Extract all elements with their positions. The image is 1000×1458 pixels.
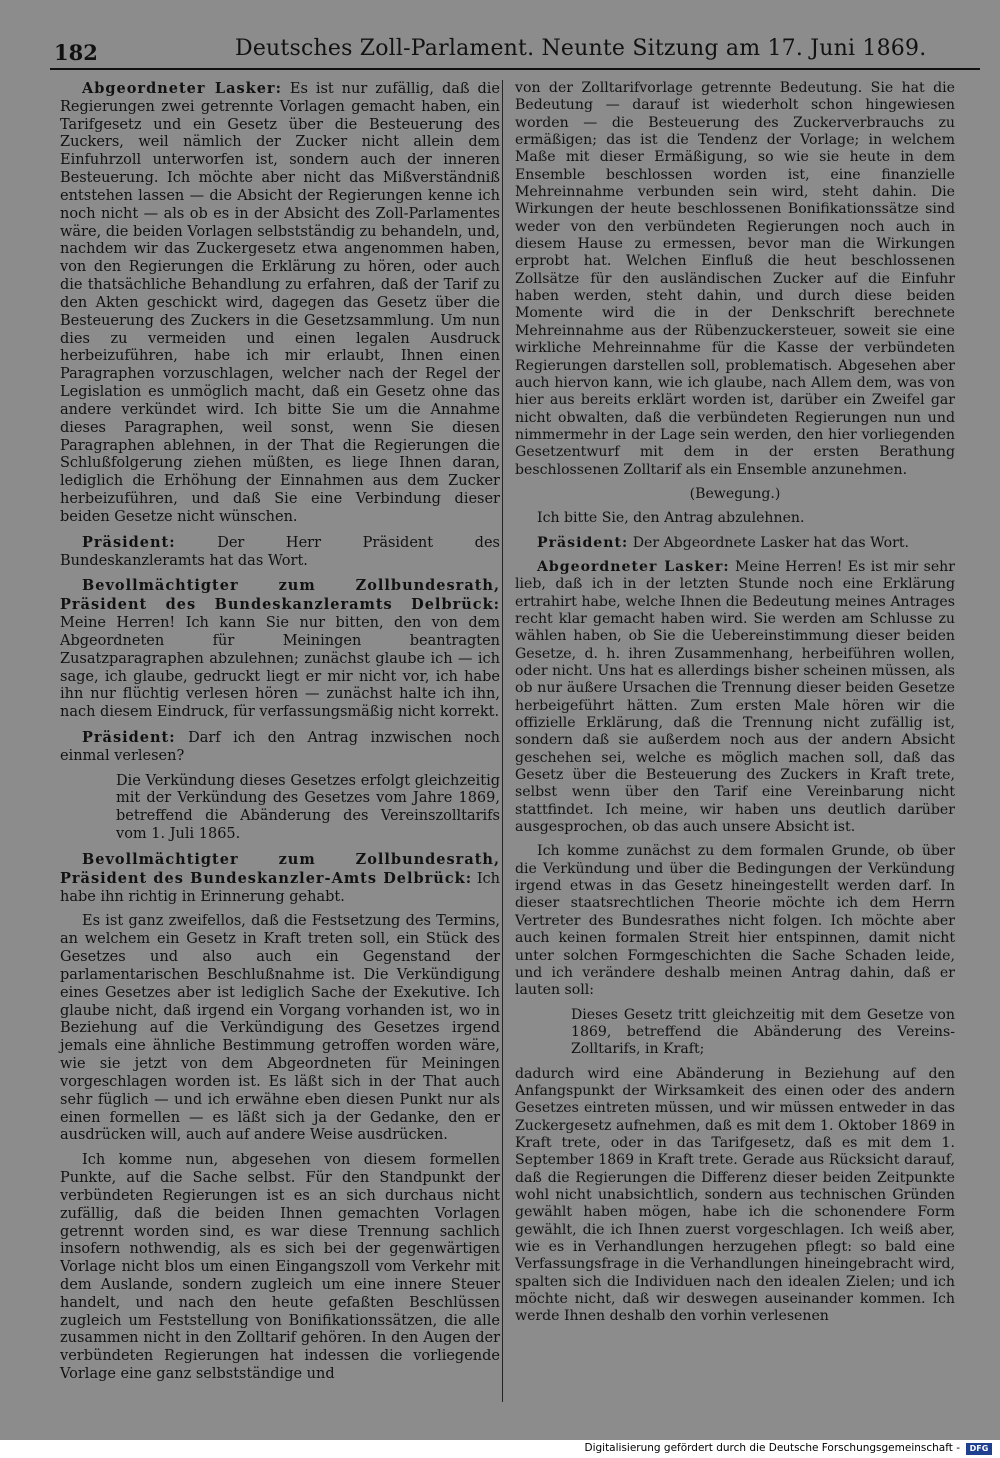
left-column	[60, 80, 500, 1391]
paragraph	[515, 510, 955, 527]
speech-text: Darf ich den Antrag inzwischen noch einmal verlesen?	[60, 729, 501, 764]
paragraph	[515, 80, 955, 479]
column-divider	[502, 80, 503, 1402]
speech-text: Meine Herren! Ich kann Sie nur bitten, den von dem Abgeordneten für Meiningen beantragten Zusatzparagraphen abzulehnen; zunächst glaube ich — ich sage, ich glaube, gedruckt liegt er mir nicht vor, ich habe ihn nur flüchtig verlesen hören — zunächst halte ich ihn, nach diesem Eindruck, für verfassungsmäßig nicht korrekt.	[60, 615, 500, 721]
paragraph	[60, 1152, 500, 1384]
speech-text: Der Abgeordnete Lasker hat das Wort.	[632, 534, 910, 551]
paragraph	[60, 534, 500, 571]
speaker-name: Abgeordneter Lasker:	[537, 558, 730, 575]
speech-text: Ich bitte Sie, den Antrag abzulehnen.	[537, 510, 805, 527]
speaker-name: Bevollmächtigter zum Zollbundesrath, Präsident des Bundeskanzleramts Delbrück:	[60, 577, 500, 614]
funding-credit: Digitalisierung gefördert durch die Deutsche Forschungsgemeinschaft -	[584, 1442, 960, 1454]
header-rule	[50, 68, 980, 70]
speech-text: Ich komme zunächst zu dem formalen Grunde, ob über die Verkündung und über die Bedingungen der Verkündung irgend etwas in das Gesetz hineingestellt werden darf. In dieser staatsrechtlichen Theorie möchte ich dem Herrn Vertreter des Bundesrathes nicht folgen. Ich möchte aber auch keinen formalen Streit hier entspinnen, damit nicht unter solchen Formgeschichten die Sache Schaden leide, und ich verändere deshalb meinen Antrag dahin, daß er lauten soll:	[515, 843, 955, 999]
quoted-motion: Dieses Gesetz tritt gleichzeitig mit dem Gesetze von 1869, betreffend die Abänderung des Vereins-Zolltarifs, in Kraft;	[571, 1006, 955, 1058]
speech-text: Ich habe ihn richtig in Erinnerung gehabt.	[60, 870, 500, 905]
running-title: Deutsches Zoll-Parlament. Neunte Sitzung am 17. Juni 1869.	[235, 36, 927, 61]
page-number: 182	[54, 40, 98, 65]
paragraph	[60, 729, 500, 766]
speech-text: dadurch wird eine Abänderung in Beziehung auf den Anfangspunkt der Wirksamkeit des einen oder des andern Gesetzes eintreten müssen, und wir müssen entweder in das Zuckergesetz aufnehmen, daß es mit dem 1. Oktober 1869 in Kraft trete, oder in das Tarifgesetz, daß es mit dem 1. September 1869 in Kraft trete. Gerade aus Rücksicht darauf, daß die Regierungen die Differenz dieser beiden Zeitpunkte wohl nicht unabsichtlich, sondern aus technischen Gründen gewählt haben mögen, habe ich die schonendere Form gewählt, die ich Ihnen zuerst vorgeschlagen. Ich weiß aber, wie es in Verhandlungen herzugehen pflegt: so bald eine Verfassungsfrage in die Verhandlungen hineingebracht wird, spalten sich die Individuen nach den idealen Zielen; und ich möchte nicht, daß wir deswegen auseinander kommen. Ich werde Ihnen deshalb den vorhin verlesenen	[515, 1065, 955, 1325]
paragraph	[515, 843, 955, 999]
paragraph	[515, 1066, 955, 1326]
dfg-logo: DFG	[966, 1443, 992, 1455]
paragraph	[60, 80, 500, 527]
speaker-name: Abgeordneter Lasker:	[82, 80, 282, 97]
right-column	[515, 80, 955, 1333]
interjection: (Bewegung.)	[689, 485, 781, 502]
speech-text: von der Zolltarifvorlage getrennte Bedeutung. Sie hat die Bedeutung — darauf ist wiederholt schon hingewiesen worden — die Besteuerung des Zuckerverbrauchs zu ermäßigen; das ist die Tendenz der Vorlage; in welchem Maße mit dieser Ermäßigung, so wie sie heute in dem Ensemble beschlossen worden ist, eine finanzielle Mehreinnahme verbunden sein wird, steht dahin. Die Wirkungen der heute beschlossenen Bonifikationssätze sind weder von den verbündeten Regierungen noch auch in diesem Hause zu ermessen, bevor man die Wirkungen erprobt hat. Welchen Einfluß die heut beschlossenen Zollsätze für den ausländischen Zucker auf die Einfuhr haben werden, steht dahin, und durch diese beiden Momente wird die in der Denkschrift berechnete Mehreinnahme aus der Rübenzuckersteuer, soweit sie eine wirkliche Mehreinnahme für die Kasse der verbündeten Regierungen darstellen soll, problematisch. Abgesehen aber auch hiervon kann, wie ich glaube, nach Allem dem, was von hier aus bereits erklärt worden ist, darüber ein Zweifel gar nicht obwalten, daß die verbündeten Regierungen nun und nimmermehr in der Lage sein werden, den hier vorliegenden Gesetzentwurf mit dem in der ersten Berathung beschlossenen Zolltarif als ein Ensemble anzunehmen.	[515, 80, 955, 478]
paragraph	[515, 559, 955, 837]
speaker-name: Präsident:	[537, 534, 629, 551]
footer	[0, 1440, 1000, 1458]
speech-text: Es ist ganz zweifellos, daß die Festsetzung des Termins, an welchem ein Gesetz in Kraft treten soll, ein Stück des Gesetzes und also auch ein Gegenstand der parlamentarischen Beschlußnahme ist. Die Verkündigung eines Gesetzes aber ist lediglich Sache der Exekutive. Ich glaube nicht, daß irgend ein Vorgang vorhanden ist, wo in Beziehung auf die Verkündigung des Gesetzes irgend jemals eine ähnliche Bestimmung getroffen worden wäre, wie sie jetzt von dem Abgeordneten für Meiningen vorgeschlagen worden ist. Es läßt sich in der That auch sehr füglich — und ich erwähne eben diesen Punkt nur als einen formellen — es läßt sich ja der Gedanke, den er ausdrücken will, auch auf andere Weise ausdrücken.	[60, 913, 500, 1144]
paragraph	[60, 577, 500, 722]
paragraph	[60, 851, 500, 906]
paragraph	[515, 535, 955, 552]
page-header	[50, 22, 980, 70]
speech-text: Meine Herren! Es ist mir sehr lieb, daß ich in der letzten Stunde noch eine Erklärung ertrahirt habe, welche Ihnen die Bedeutung meines Antrages recht klar gemacht haben wird. Sie werden am Schlusse zu wählen haben, ob Sie die Uebereinstimmung dieser beiden Gesetze, d. h. ihren Zusammenhang, herbeiführen wollen, oder nicht. Uns hat es allerdings bisher scheinen müssen, als ob nur äußere Ursachen die Trennung dieser beiden Gesetze herbeigeführt hätten. Zum ersten Male hören wir die offizielle Erklärung, daß die Trennung nicht zufällig ist, sondern daß sie außerdem noch aus der andern Absicht geschehen sei, welche es möglich machen soll, daß das Gesetz über die Besteuerung des Zuckers in Kraft trete, selbst wenn über den Tarif eine Vereinbarung nicht stattfindet. Ich meine, wir haben uns deutlich darüber ausgesprochen, ob das auch unsere Absicht ist.	[515, 558, 955, 836]
speech-text: Ich komme nun, abgesehen von diesem formellen Punkte, auf die Sache selbst. Für den Standpunkt der verbündeten Regierungen ist es an sich durchaus nicht zufällig, daß die beiden Ihnen gemachten Vorlagen getrennt worden sind, es war diese Trennung sachlich insofern nothwendig, als es sich bei der gegenwärtigen Vorlage nicht blos um einen Eingangszoll vom Verkehr mit dem Auslande, sondern zugleich um eine innere Steuer handelt, und nach den heute gefaßten Beschlüssen zugleich um Feststellung von Bonifikationssätzen, die alle zusammen nicht in den Zolltarif gehören. In den Augen der verbündeten Regierungen hat indessen die vorliegende Vorlage eine ganz selbstständige und	[60, 1152, 500, 1383]
quoted-motion: Die Verkündung dieses Gesetzes erfolgt gleichzeitig mit der Verkündung des Gesetzes vom Jahre 1869, betreffend die Abänderung des Vereinszolltarifs vom 1. Juli 1865.	[116, 772, 500, 843]
speech-text: Der Herr Präsident des Bundeskanzleramts hat das Wort.	[60, 534, 500, 569]
speaker-name: Präsident:	[82, 728, 176, 746]
speech-text: Es ist nur zufällig, daß die Regierungen zwei getrennte Vorlagen gemacht haben, ein Tarifgesetz und ein Gesetz über die Besteuerung des Zuckers, weil nämlich der Zucker nicht allein dem Einfuhrzoll unterworfen ist, sondern auch der inneren Besteuerung. Ich möchte aber nicht das Mißverständniß entstehen lassen — die Absicht der Regierungen kenne ich noch nicht — als ob es in der Absicht des Zoll-Parlamentes wäre, die beiden Vorlagen selbstständig zu behandeln, und, nachdem wir das Zuckergesetz etwa angenommen haben, von den Regierungen die Erklärung zu hören, oder auch die thatsächliche Behandlung zu erfahren, daß der Tarif zu den Akten geschickt wird, dagegen das Gesetz über die Besteuerung des Zuckers in die Gesetzsammlung. Um nun dies zu vermeiden und einen legalen Ausdruck herbeizuführen, habe ich mir erlaubt, Ihnen einen Paragraphen vorzuschlagen, welcher nach der Regel der Legislation es unmöglich macht, daß ein Gesetz ohne das andere verkündet wird. Ich bitte Sie um die Annahme dieses Paragraphen, weil sonst, wenn Sie diesen Paragraphen ablehnen, in der That die Regierungen die Schlußfolgerung ziehen müßten, es liege Ihnen daran, lediglich die Erhöhung der Einnahmen aus dem Zucker herbeizuführen, und daß Sie eine Verbindung dieser beiden Gesetze nicht wünschen.	[60, 81, 500, 525]
speaker-name: Präsident:	[82, 533, 176, 551]
paragraph	[60, 913, 500, 1145]
speaker-name: Bevollmächtigter zum Zollbundesrath, Präsident des Bundeskanzler-Amts Delbrück:	[60, 850, 500, 887]
